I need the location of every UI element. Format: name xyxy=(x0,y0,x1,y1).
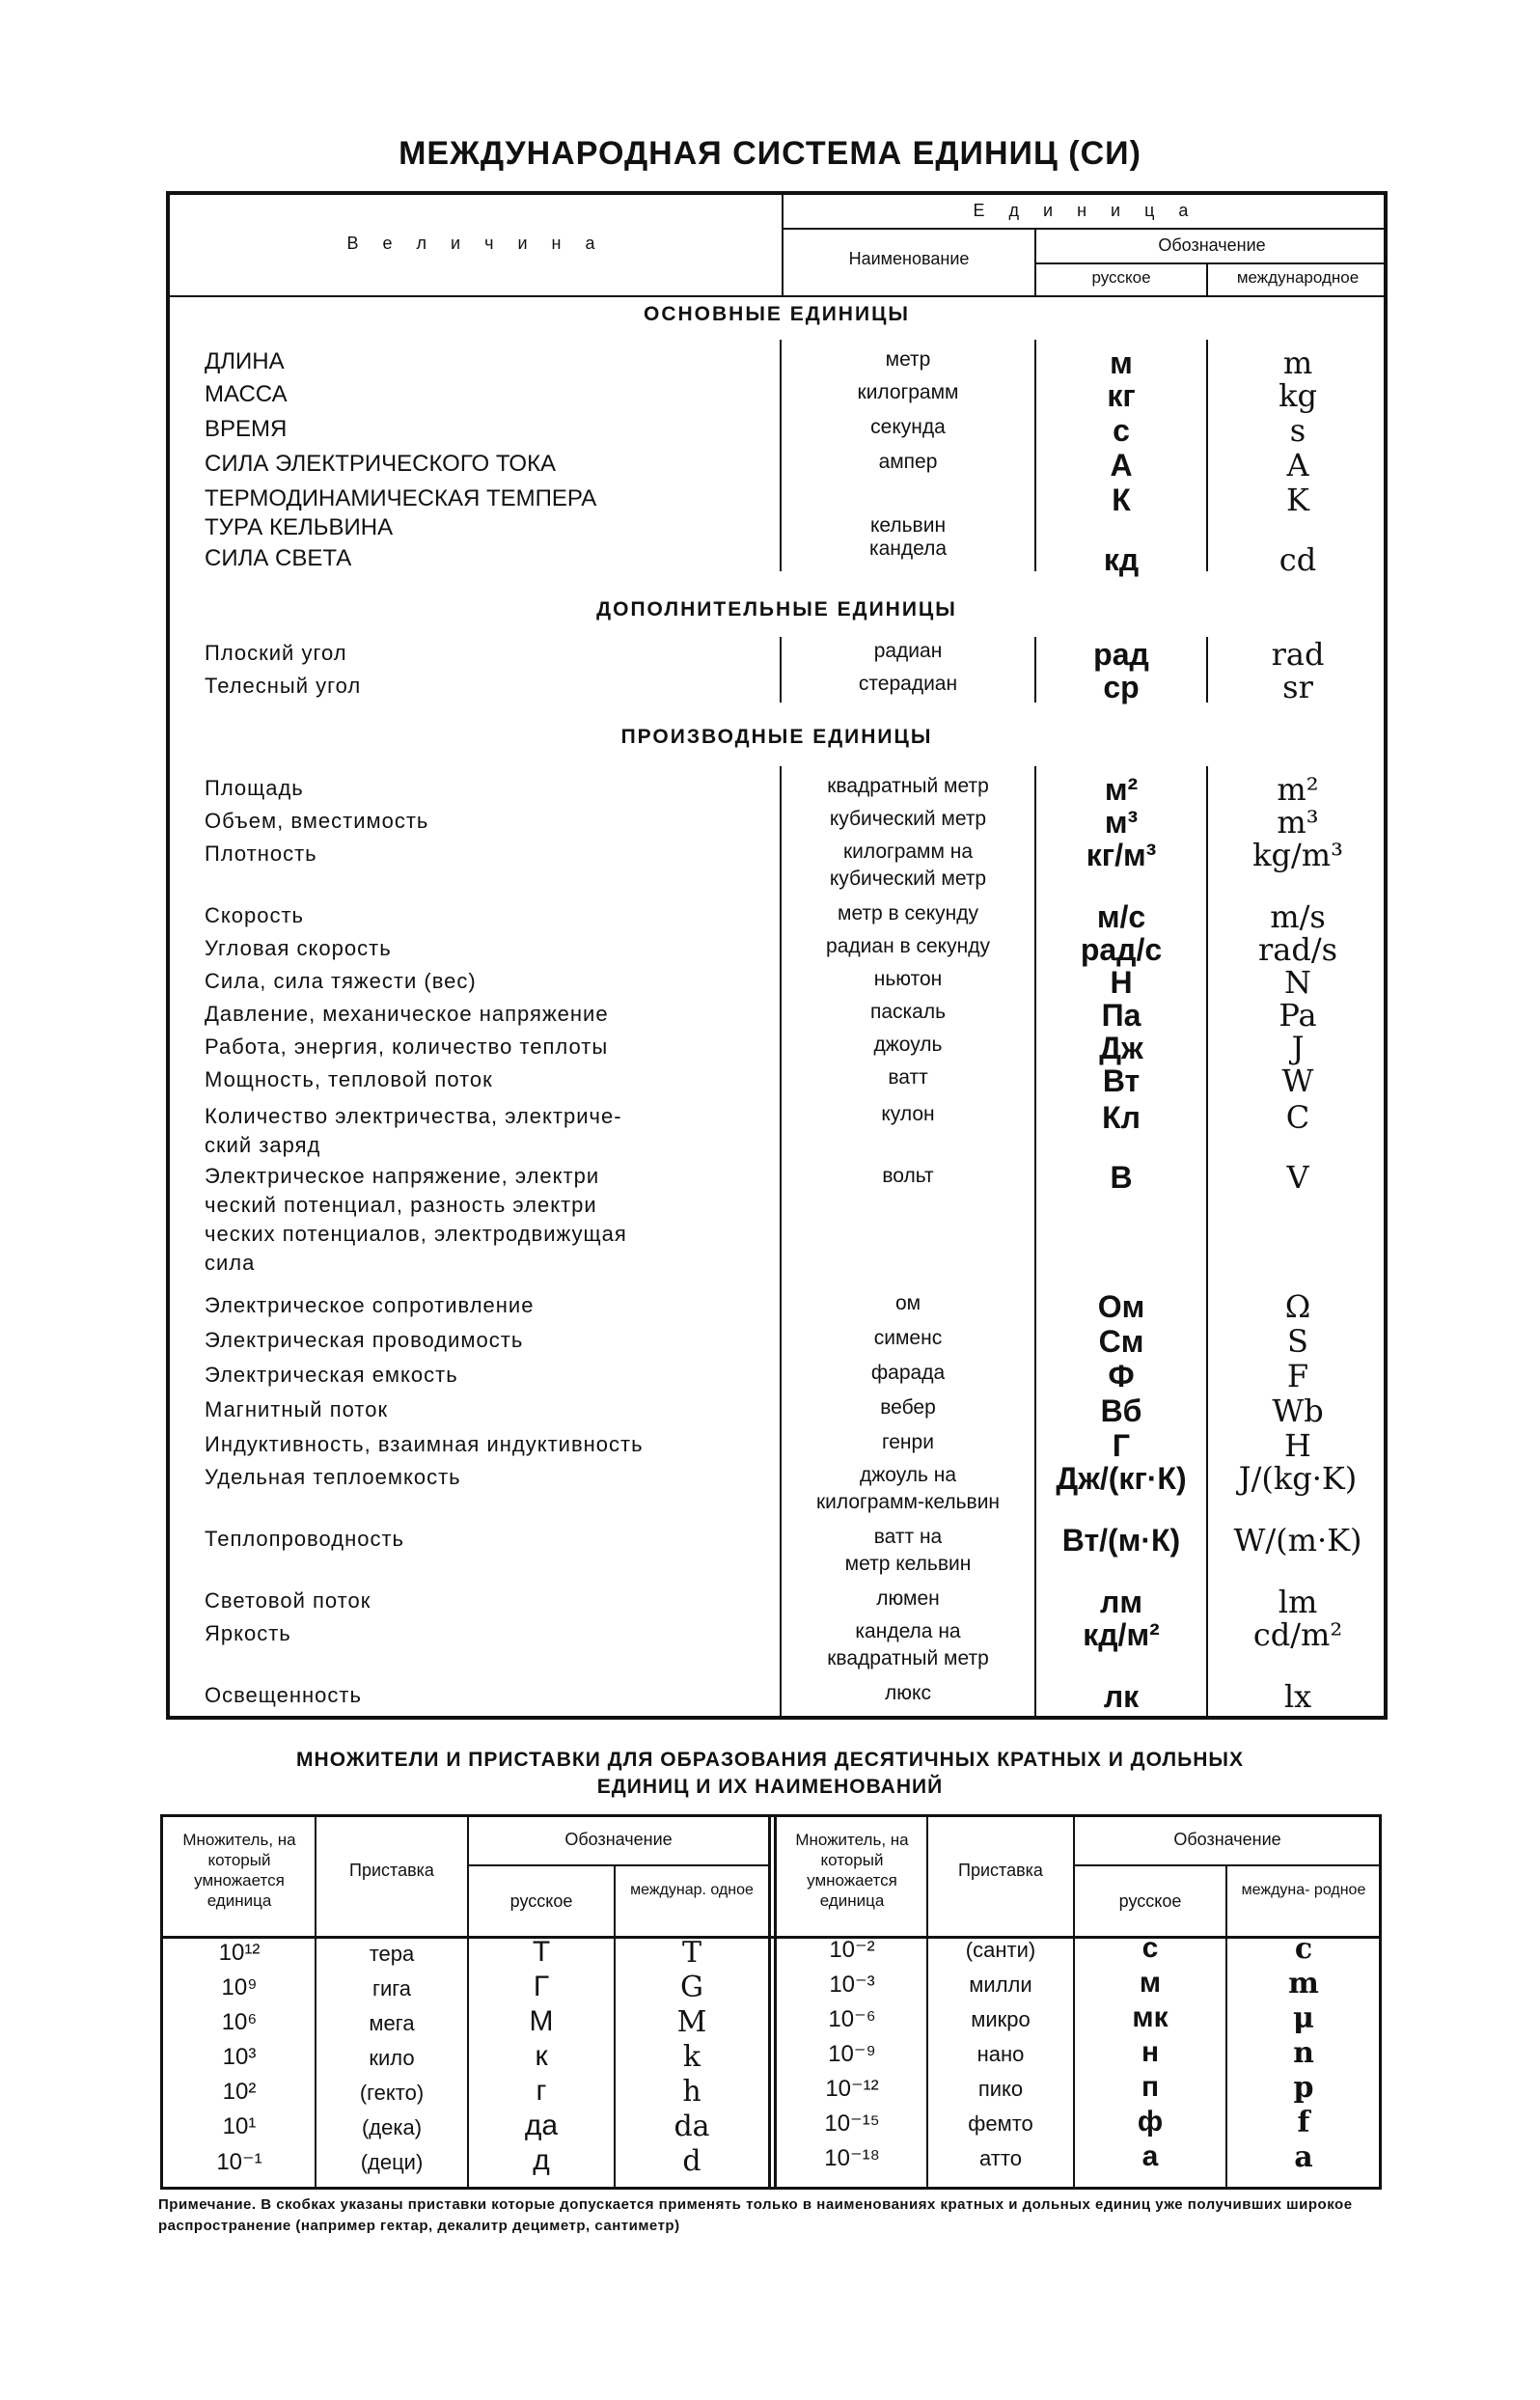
quantity-name: Электрическое сопротивление xyxy=(205,1293,535,1317)
unit-symbol-russian: Ф xyxy=(1108,1359,1135,1393)
unit-name: вебер xyxy=(880,1396,936,1419)
table-row xyxy=(170,1159,1384,1275)
unit-name-cont: килограмм-кельвин xyxy=(815,1491,1001,1513)
quantity-name: Сила, сила тяжести (вес) xyxy=(205,969,477,993)
unit-name: килограмм на xyxy=(842,841,974,863)
unit-name: паскаль xyxy=(869,1001,947,1023)
pref-header-designation-right: Обозначение xyxy=(1173,1830,1281,1849)
table-row xyxy=(170,1585,1384,1619)
quantity-name: Скорость xyxy=(205,903,305,927)
unit-name: ватт xyxy=(888,1066,928,1089)
quantity-name: Электрическое напряжение, электри xyxy=(205,1164,600,1188)
unit-symbol-international: Ω xyxy=(1284,1288,1311,1325)
prefix-symbol-russian: м xyxy=(1139,1967,1162,1999)
unit-name: генри xyxy=(882,1431,934,1453)
unit-symbol-russian: кд xyxy=(1103,542,1140,577)
quantity-name: Удельная теплоемкость xyxy=(205,1465,461,1489)
unit-symbol-international: K xyxy=(1286,482,1309,518)
prefix-name: (деци) xyxy=(360,2150,424,2174)
unit-name: радиан xyxy=(873,640,943,662)
unit-symbol-international: rad xyxy=(1271,636,1325,673)
unit-symbol-international: W/(m·K) xyxy=(1233,1522,1362,1559)
unit-symbol-russian: м² xyxy=(1104,772,1139,807)
unit-name: кулон xyxy=(881,1103,935,1125)
section-supplementary: ДОПОЛНИТЕЛЬНЫЕ ЕДИНИЦЫ xyxy=(170,598,1384,621)
unit-name: ньютон xyxy=(873,968,943,990)
multiplier: 10⁻⁶ xyxy=(828,2006,876,2032)
prefix-name: (санти) xyxy=(965,1938,1036,1962)
quantity-name: СИЛА СВЕТА xyxy=(205,545,352,571)
quantity-name-cont: ческий потенциал, разность электри xyxy=(205,1193,597,1217)
unit-symbol-russian: А xyxy=(1110,448,1133,483)
section-derived: ПРОИЗВОДНЫЕ ЕДИНИЦЫ xyxy=(170,726,1384,749)
prefix-name: мега xyxy=(369,2011,415,2035)
prefix-symbol-russian: Г xyxy=(533,1971,550,2002)
multiplier: 10⁻¹² xyxy=(825,2076,879,2102)
multiplier: 10⁻⁹ xyxy=(828,2041,876,2067)
quantity-name: Давление, механическое напряжение xyxy=(205,1002,609,1026)
prefix-symbol-russian: г xyxy=(536,2075,547,2107)
prefix-symbol-russian: к xyxy=(535,2040,548,2072)
prefix-symbol-russian: н xyxy=(1141,2036,1160,2068)
quantity-name: Телесный угол xyxy=(205,674,362,698)
multiplier: 10⁶ xyxy=(221,2009,258,2035)
unit-symbol-russian: м/с xyxy=(1096,899,1146,934)
prefix-name: милли xyxy=(969,1972,1032,1997)
prefix-symbol-russian: Т xyxy=(532,1936,551,1968)
multiplier: 10⁻¹⁵ xyxy=(824,2110,880,2137)
prefix-symbol-international: M xyxy=(676,2005,707,2039)
unit-symbol-international: m³ xyxy=(1277,804,1319,841)
multiplier: 10² xyxy=(222,2079,257,2105)
header-international: международное xyxy=(1236,268,1360,287)
prefix-symbol-international: k xyxy=(682,2040,701,2074)
quantity-name: Объем, вместимость xyxy=(205,809,429,833)
table-row xyxy=(170,1428,1384,1463)
quantity-name: Электрическая емкость xyxy=(205,1363,458,1387)
table-row xyxy=(170,413,1384,448)
pref-header-russian-right: русское xyxy=(1118,1891,1182,1911)
unit-name: кандела на xyxy=(855,1620,961,1642)
unit-symbol-international: A xyxy=(1286,447,1309,483)
unit-name-cont: кубический метр xyxy=(829,868,987,890)
unit-name-cont: квадратный метр xyxy=(827,1647,989,1669)
unit-symbol-international: m² xyxy=(1277,771,1319,808)
pref-header-prefix-left: Приставка xyxy=(349,1861,434,1880)
prefix-symbol-international: m xyxy=(1288,1967,1319,2000)
prefix-name: кило xyxy=(369,2046,415,2070)
header-quantity: В е л и ч и н а xyxy=(346,234,605,253)
unit-symbol-russian: кг/м³ xyxy=(1086,838,1157,872)
unit-symbol-international: m/s xyxy=(1270,898,1326,935)
unit-name: люкс xyxy=(885,1682,931,1704)
table-row xyxy=(170,1460,1384,1513)
unit-symbol-russian: рад/с xyxy=(1080,932,1163,967)
prefix-name: микро xyxy=(971,2007,1031,2031)
unit-symbol-international: kg/m³ xyxy=(1252,837,1343,873)
table-row xyxy=(170,448,1384,483)
unit-name: радиан в секунду xyxy=(826,935,990,957)
quantity-name: Плоский угол xyxy=(205,641,347,665)
unit-symbol-international: Wb xyxy=(1272,1393,1324,1429)
unit-name: квадратный метр xyxy=(827,775,989,797)
prefix-symbol-russian: да xyxy=(524,2110,559,2141)
prefix-symbol-international: da xyxy=(674,2110,710,2143)
quantity-name-cont: сила xyxy=(205,1251,256,1275)
table-row xyxy=(170,805,1384,840)
prefix-symbol-international: c xyxy=(1294,1932,1313,1966)
unit-symbol-russian: с xyxy=(1113,413,1130,448)
unit-symbol-international: s xyxy=(1289,412,1306,449)
unit-symbol-international: Pa xyxy=(1279,997,1317,1034)
unit-symbol-russian: В xyxy=(1110,1160,1133,1195)
table-row xyxy=(170,772,1384,807)
pref-header-mult-left: Множитель, на который умножается единица xyxy=(182,1831,296,1910)
unit-symbol-russian: лм xyxy=(1100,1585,1142,1619)
unit-symbol-russian: кд/м² xyxy=(1083,1617,1160,1652)
pref-header-mult-right: Множитель, на который умножается единица xyxy=(795,1831,909,1910)
multiplier: 10¹² xyxy=(218,1940,261,1966)
unit-symbol-russian: Ом xyxy=(1097,1289,1145,1324)
unit-symbol-international: sr xyxy=(1282,669,1313,705)
prefix-symbol-russian: д xyxy=(533,2144,550,2176)
prefix-name: гига xyxy=(371,1976,412,2000)
quantity-name-cont: ческих потенциалов, электродвижущая xyxy=(205,1222,627,1246)
table-row xyxy=(170,1616,1384,1669)
quantity-name: ДЛИНА xyxy=(205,348,285,374)
quantity-name: Магнитный поток xyxy=(205,1397,389,1421)
quantity-name: Количество электричества, электриче- xyxy=(205,1104,622,1128)
multiplier: 10³ xyxy=(222,2044,257,2070)
unit-symbol-international: J/(kg·K) xyxy=(1238,1460,1358,1497)
unit-name: ом xyxy=(894,1292,921,1314)
table-row xyxy=(170,1031,1384,1065)
quantity-name: ТЕРМОДИНАМИЧЕСКАЯ ТЕМПЕРА xyxy=(205,485,597,511)
quantity-name: Электрическая проводимость xyxy=(205,1328,524,1352)
prefix-name: (дека) xyxy=(361,2115,423,2139)
unit-name: джоуль xyxy=(873,1034,943,1056)
page-title: МЕЖДУНАРОДНАЯ СИСТЕМА ЕДИНИЦ (СИ) xyxy=(399,135,1141,172)
quantity-name: Теплопроводность xyxy=(205,1527,405,1551)
section-basic: ОСНОВНЫЕ ЕДИНИЦЫ xyxy=(170,303,1384,326)
quantity-name-cont: ский заряд xyxy=(205,1133,321,1157)
unit-symbol-russian: Кл xyxy=(1102,1100,1141,1135)
unit-name: кандела xyxy=(868,538,948,560)
header-name: Наименование xyxy=(848,249,970,268)
table-row xyxy=(170,965,1384,1000)
prefix-name: пико xyxy=(977,2077,1024,2101)
unit-name: ампер xyxy=(878,451,938,473)
unit-name: вольт xyxy=(882,1165,934,1187)
table-row xyxy=(170,1393,1384,1428)
header-designation: Обозначение xyxy=(1158,235,1266,255)
unit-symbol-russian: кг xyxy=(1107,378,1136,413)
pref-header-russian-left: русское xyxy=(509,1891,573,1911)
prefix-symbol-russian: с xyxy=(1141,1932,1159,1964)
table-row xyxy=(170,1522,1384,1575)
pref-header-prefix-right: Приставка xyxy=(958,1861,1043,1880)
quantity-name: Плотность xyxy=(205,841,317,866)
unit-symbol-russian: См xyxy=(1098,1324,1144,1359)
prefix-symbol-russian: ф xyxy=(1137,2106,1164,2138)
unit-name: метр xyxy=(885,348,931,371)
table-row xyxy=(170,1679,1384,1714)
unit-symbol-international: C xyxy=(1285,1099,1310,1136)
unit-symbol-international: kg xyxy=(1279,377,1317,414)
multiplier: 10⁻² xyxy=(829,1937,875,1963)
quantity-name: МАССА xyxy=(205,381,288,407)
prefix-subtitle-line1: МНОЖИТЕЛИ И ПРИСТАВКИ ДЛЯ ОБРАЗОВАНИЯ ДЕСЯТИЧНЫХ КРАТНЫХ И ДОЛЬНЫХ xyxy=(296,1749,1244,1771)
unit-symbol-russian: Вб xyxy=(1100,1393,1142,1428)
unit-symbol-russian: ср xyxy=(1103,670,1140,704)
unit-symbol-international: V xyxy=(1286,1159,1309,1196)
unit-name: кельвин xyxy=(869,514,947,537)
unit-symbol-international: m xyxy=(1282,345,1313,381)
unit-symbol-russian: Г xyxy=(1112,1428,1131,1463)
unit-name: фарада xyxy=(870,1362,946,1384)
table-row xyxy=(170,1099,1384,1157)
table-row xyxy=(170,1289,1384,1324)
unit-symbol-international: N xyxy=(1284,964,1311,1001)
quantity-name: Угловая скорость xyxy=(205,936,392,960)
unit-symbol-russian: м³ xyxy=(1104,805,1139,840)
quantity-name: Мощность, тепловой поток xyxy=(205,1067,493,1091)
unit-symbol-international: cd/m² xyxy=(1252,1616,1343,1653)
multiplier: 10⁹ xyxy=(221,1974,258,2000)
table-row xyxy=(170,538,1384,578)
table-row xyxy=(170,1324,1384,1359)
footnote: Примечание. В скобках указаны приставки которые допускается применять только в наименованиях кратных и дольных единиц уже получивших широкое распространение (например гектар, декалитр дециметр, сантиметр) xyxy=(158,2196,1353,2234)
prefix-name: фемто xyxy=(968,2111,1033,2136)
pref-header-designation-left: Обозначение xyxy=(564,1830,673,1849)
prefix-symbol-international: a xyxy=(1294,2140,1313,2174)
prefix-symbol-international: μ xyxy=(1293,2001,1314,2035)
quantity-name: СИЛА ЭЛЕКТРИЧЕСКОГО ТОКА xyxy=(205,451,557,477)
prefix-subtitle xyxy=(0,1747,1540,1801)
header-unit: Е д и н и ц а xyxy=(973,201,1198,220)
unit-symbol-international: W xyxy=(1281,1062,1314,1099)
unit-symbol-international: F xyxy=(1286,1358,1309,1394)
unit-name: джоуль на xyxy=(859,1464,957,1486)
quantity-name: ВРЕМЯ xyxy=(205,416,288,442)
quantity-name: Площадь xyxy=(205,776,304,800)
unit-symbol-russian: рад xyxy=(1093,637,1149,672)
table-row xyxy=(170,1359,1384,1393)
table-row xyxy=(170,837,1384,890)
unit-symbol-international: rad/s xyxy=(1257,931,1338,968)
prefix-name: (гекто) xyxy=(359,2081,425,2105)
quantity-name: Работа, энергия, количество теплоты xyxy=(205,1034,609,1059)
unit-name: секунда xyxy=(870,416,946,438)
multiplier: 10⁻¹ xyxy=(216,2149,262,2175)
quantity-name: Яркость xyxy=(205,1621,291,1645)
unit-symbol-international: J xyxy=(1291,1030,1305,1066)
unit-symbol-russian: Па xyxy=(1101,998,1141,1033)
table-row xyxy=(170,1063,1384,1098)
unit-symbol-russian: К xyxy=(1112,483,1131,517)
si-units-table xyxy=(166,191,1388,1720)
multiplier: 10⁻³ xyxy=(829,1972,875,1998)
prefix-symbol-international: T xyxy=(681,1936,701,1970)
table-row xyxy=(170,637,1384,672)
prefix-name: нано xyxy=(976,2042,1025,2066)
unit-name: килограмм xyxy=(857,381,959,403)
multiplier: 10⁻¹⁸ xyxy=(824,2145,880,2171)
prefix-symbol-russian: п xyxy=(1141,2071,1160,2103)
header-russian: русское xyxy=(1091,268,1151,287)
unit-symbol-international: lm xyxy=(1278,1584,1318,1620)
prefix-symbol-russian: а xyxy=(1141,2140,1159,2172)
prefix-symbol-international: n xyxy=(1293,2036,1314,2070)
table-row xyxy=(170,899,1384,934)
quantity-name: Световой поток xyxy=(205,1588,371,1613)
unit-name-cont: метр кельвин xyxy=(844,1553,972,1575)
pref-header-intl-left: междунар. одное xyxy=(630,1882,754,1898)
prefix-symbol-russian: мк xyxy=(1132,2001,1169,2033)
prefix-symbol-international: G xyxy=(680,1971,703,2004)
unit-name: ватт на xyxy=(873,1526,943,1548)
pref-header-intl-right: междуна- родное xyxy=(1241,1882,1366,1898)
prefix-table xyxy=(160,1814,1382,2191)
unit-name: кубический метр xyxy=(829,808,987,830)
unit-symbol-russian: лк xyxy=(1103,1679,1140,1714)
table-row xyxy=(170,482,1384,540)
unit-symbol-international: cd xyxy=(1279,541,1317,578)
unit-name: стерадиан xyxy=(858,673,958,695)
prefix-symbol-international: h xyxy=(682,2075,701,2109)
unit-symbol-international: H xyxy=(1284,1427,1311,1464)
unit-symbol-russian: Дж/(кг·К) xyxy=(1056,1461,1187,1496)
unit-symbol-russian: Вт/(м·К) xyxy=(1061,1523,1181,1558)
prefix-name: тера xyxy=(369,1942,415,1966)
quantity-name: Индуктивность, взаимная индуктивность xyxy=(205,1432,644,1456)
quantity-name: Освещенность xyxy=(205,1683,362,1707)
prefix-symbol-international: p xyxy=(1293,2071,1314,2105)
prefix-name: атто xyxy=(979,2146,1022,2170)
unit-symbol-international: S xyxy=(1287,1323,1308,1360)
prefix-subtitle-line2: ЕДИНИЦ И ИХ НАИМЕНОВАНИЙ xyxy=(596,1776,944,1798)
prefix-symbol-international: f xyxy=(1297,2106,1310,2139)
unit-symbol-international: lx xyxy=(1283,1678,1312,1715)
unit-symbol-russian: Дж xyxy=(1099,1031,1143,1065)
unit-symbol-russian: Вт xyxy=(1102,1063,1141,1098)
table-row xyxy=(170,345,1384,380)
unit-symbol-russian: Н xyxy=(1110,965,1133,1000)
unit-symbol-russian: м xyxy=(1110,345,1133,380)
multiplier: 10¹ xyxy=(222,2113,257,2139)
unit-name: сименс xyxy=(873,1327,943,1349)
table-row xyxy=(170,932,1384,967)
unit-name: метр в секунду xyxy=(838,902,978,924)
table-row xyxy=(170,378,1384,413)
table-row xyxy=(170,670,1384,704)
quantity-name-cont: ТУРА КЕЛЬВИНА xyxy=(205,514,394,540)
prefix-symbol-russian: М xyxy=(529,2005,554,2037)
prefix-symbol-international: d xyxy=(682,2144,701,2178)
unit-name: люмен xyxy=(876,1587,940,1610)
table-row xyxy=(170,998,1384,1033)
